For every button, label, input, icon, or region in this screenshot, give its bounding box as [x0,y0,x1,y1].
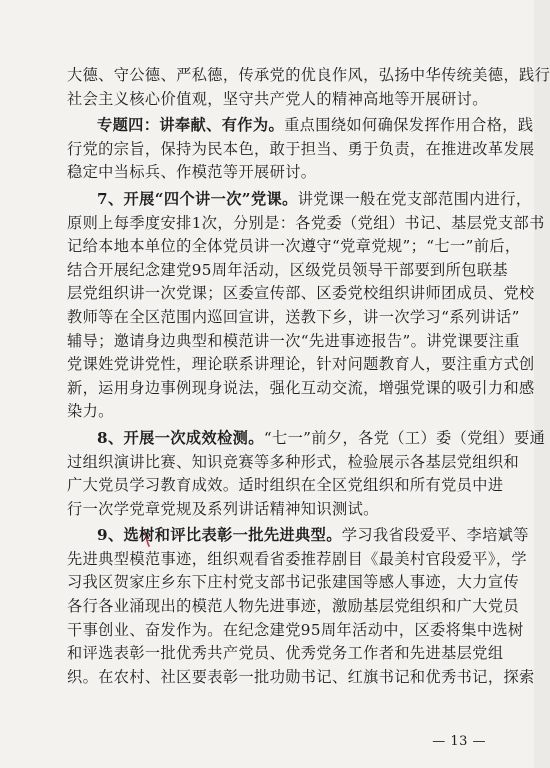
text-line: 新，运用身边事例现身说法，强化互动交流，增强党课的吸引力和感 [67,378,535,397]
text-span: 学习我省段爱平、李培斌等 [341,526,529,545]
text-line: 层党组织讲一次党课；区委宣传部、区委党校组织讲师团成员、党校 [67,284,535,303]
text-line: 记给本地本单位的全体党员讲一次遵守“党章党规”；“七一”前后， [67,237,521,256]
document-body [67,64,550,689]
text-line: 教师等在全区范围内巡回宣讲，送教下乡，讲一次学习“系列讲话” [67,307,520,326]
text-span: “七一”前夕，各党（工）委（党组）要通 [263,428,546,447]
text-line: 社会主义核心价值观，坚守共产党人的精神高地等开展研讨。 [67,89,488,108]
paragraph-moral-virtue [67,64,550,111]
text-line: 先进典型模范事迹，组织观看省委推荐剧目《最美村官段爱平》，学 [67,549,528,568]
section-7-heading: 7、开展“四个讲一次”党课。 [97,189,298,208]
text-line: 大德、守公德、严私德，传承党的优良作风，弘扬中华传统美德，践行 [67,66,550,84]
text-line [67,188,532,212]
text-line: 干事创业、奋发作为。在纪念建党95周年活动中，区委将集中选树 [67,620,524,639]
text-line [67,114,534,138]
text-line: 广大党员学习教育成效。适时组织在全区党组织和所有党员中进 [67,476,504,495]
text-line: 原则上每季度安排1次，分别是：各党委（党组）书记、基层党支部书 [67,213,545,232]
text-line: 行党的宗旨，保持为民本色，敢于担当、勇于负责，在推进改革发展 [67,139,535,158]
paragraph-topic-four [67,114,535,185]
text-line: 各行各业涌现出的模范人物先进事迹，激励基层党组织和广大党员 [67,597,520,616]
text-line: 辅导；邀请身边典型和模范讲一次“先进事迹报告”。讲党课要注重 [67,331,520,350]
text-line [67,427,546,451]
topic-four-heading: 专题四：讲奉献、有作为。 [97,116,285,135]
text-line: 行一次学党章党规及系列讲话精神知识测试。 [67,499,379,518]
text-line: 和评选表彰一批优秀共产党员、优秀党务工作者和先进基层党组 [67,644,504,663]
text-span: 重点围绕如何确保发挥作用合格，践 [284,116,534,135]
page-number: — 13 — [432,734,486,749]
section-9-heading: 9、选树和评比表彰一批先进典型。 [97,526,342,545]
text-line: 染力。 [67,402,114,421]
text-line: 织。在农村、社区要表彰一批功勋书记、红旗书记和优秀书记，探索 [67,667,535,686]
text-line: 党课姓党讲党性，理论联系讲理论，针对问题教育人，要注重方式创 [67,355,535,374]
paragraph-effectiveness-test [67,427,546,521]
paragraph-party-lecture [67,188,545,424]
paragraph-advanced-models [67,524,535,689]
text-line: 结合开展纪念建党95周年活动，区级党员领导干部要到所包联基 [67,260,508,279]
text-line: 习我区贺家庄乡东下庄村党支部书记张建国等感人事迹，大力宣传 [67,573,520,592]
text-line [67,524,529,548]
text-span: 讲党课一般在党支部范围内进行， [297,189,532,208]
section-8-heading: 8、开展一次成效检测。 [97,428,264,447]
text-line: 稳定中当标兵、作模范等开展研讨。 [67,163,317,182]
text-line: 过组织演讲比赛、知识竞赛等多种形式，检验展示各基层党组织和 [67,452,520,471]
